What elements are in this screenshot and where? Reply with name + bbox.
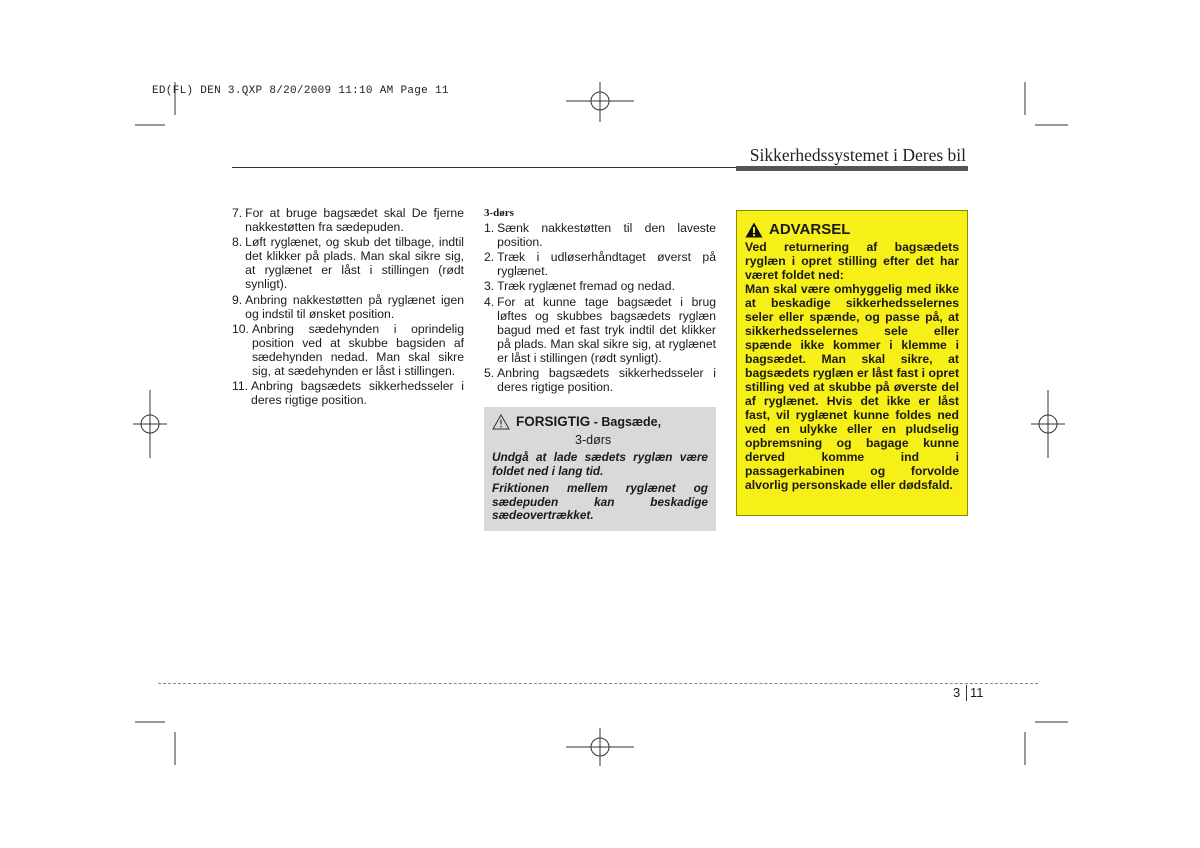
warning-title: ADVARSEL bbox=[769, 221, 851, 238]
list-item bbox=[232, 293, 464, 321]
list-item-text: Sænk nakkestøtten til den laveste position. bbox=[497, 221, 716, 250]
list-item-text: Træk i udløserhåndtaget øverst på ryglænet. bbox=[497, 250, 716, 279]
list-item bbox=[484, 250, 716, 278]
list-item-text: Anbring nakkestøtten på ryglænet igen og indstil til ønsket position. bbox=[245, 292, 464, 321]
list-item bbox=[232, 235, 464, 291]
crosshair-top-icon bbox=[566, 82, 634, 122]
list-item-number: 11. bbox=[232, 379, 249, 394]
list-item-text: Anbring bagsædets sikkerhedsseler i deres rigtige position. bbox=[497, 366, 716, 395]
caution-box bbox=[484, 407, 716, 531]
list-item-number: 5. bbox=[484, 366, 495, 381]
list-item bbox=[484, 221, 716, 249]
list-item-number: 10. bbox=[232, 321, 249, 336]
caution-subtitle: - Bagsæde, bbox=[590, 415, 662, 430]
caution-triangle-icon bbox=[492, 414, 510, 433]
warning-box bbox=[736, 210, 968, 516]
warning-triangle-icon bbox=[745, 222, 763, 238]
header-bar bbox=[736, 166, 968, 171]
column-middle bbox=[484, 206, 716, 531]
list-item-number: 7. bbox=[232, 206, 243, 220]
footer-rule bbox=[158, 683, 1038, 684]
column-left bbox=[232, 206, 464, 408]
crosshair-left-icon bbox=[133, 390, 167, 458]
warning-text: Ved returnering af bagsædets ryglæn i opret stilling efter det har været foldet ned: bbox=[745, 240, 959, 282]
page-number: 11 bbox=[970, 685, 984, 700]
list-item bbox=[484, 366, 716, 394]
list-item bbox=[232, 379, 464, 407]
subheading-3-door: 3-dørs bbox=[484, 207, 514, 219]
list-item bbox=[232, 206, 464, 234]
list-item bbox=[232, 322, 464, 378]
list-item-text: For at kunne tage bagsædet i brug løftes og skubbes bagsædets ryglæn bagud med et fast tryk indtil det klikker på plads. Man skal sikre sig, at ryglænet er låst i stillingen (rødt synligt). bbox=[497, 294, 716, 365]
caution-title: FORSIGTIG bbox=[516, 414, 591, 430]
list-item-number: 2. bbox=[484, 250, 495, 265]
caution-subtitle-line2: 3-dørs bbox=[575, 433, 612, 448]
list-item-text: Træk ryglænet fremad og nedad. bbox=[497, 279, 675, 294]
caution-text: Undgå at lade sædets ryglæn være foldet ned i lang tid. bbox=[492, 450, 708, 478]
list-item-text: For at bruge bagsædet skal De fjerne nakkestøtten fra sædepuden. bbox=[245, 206, 464, 235]
print-file-info: ED(FL) DEN 3.QXP 8/20/2009 11:10 AM Page 11 bbox=[152, 85, 449, 97]
list-item-text: Anbring bagsædets sikkerhedsseler i deres rigtige position. bbox=[251, 379, 464, 408]
warning-header bbox=[745, 221, 959, 238]
page-chapter-number: 3 bbox=[953, 685, 961, 700]
caution-header bbox=[492, 415, 708, 433]
list-item bbox=[484, 279, 716, 293]
list-item-number: 1. bbox=[484, 221, 495, 236]
list-item-number: 8. bbox=[232, 235, 243, 250]
list-item-text: Anbring sædehynden i oprindelig position ved at skubbe bagsiden af sædehynden nedad. Man skal sikre sig, at sædehynden er låst i stillingen. bbox=[251, 321, 464, 379]
crosshair-bottom-icon bbox=[566, 728, 634, 766]
list-item bbox=[484, 295, 716, 365]
list-item-text: Løft ryglænet, og skub det tilbage, indtil det klikker på plads. Man skal sikre sig, at ryglænet er låst i stillingen (rødt synligt). bbox=[245, 235, 464, 292]
list-item-number: 3. bbox=[484, 279, 495, 294]
section-title: Sikkerhedssystemet i Deres bil bbox=[749, 145, 966, 165]
list-item-number: 4. bbox=[484, 294, 495, 309]
list-item-number: 9. bbox=[232, 292, 243, 307]
crosshair-right-icon bbox=[1031, 390, 1065, 458]
page-number-divider bbox=[966, 685, 967, 701]
caution-text: Friktionen mellem ryglænet og sædepuden kan beskadige sædeovertrækket. bbox=[492, 481, 708, 522]
warning-text: Man skal være omhyggelig med ikke at beskadige sikkerhedsselernes seler eller spænde, og passe på, at sikkerhedsselernes sele eller spænde ikke kommer i klemme i bagsædet. Man skal sikre, at bagsædets ryglæn er låst fast i opret stilling ved at skubbe på øverste del af ryglænet. Hvis det ikke er låst fast, vil ryglænet kunne foldes ned ved en ulykke eller en pludselig opbremsning og bagage kunne derved komme ind i passagerkabinen og forvolde alvorlig personskade eller dødsfald. bbox=[745, 282, 959, 492]
